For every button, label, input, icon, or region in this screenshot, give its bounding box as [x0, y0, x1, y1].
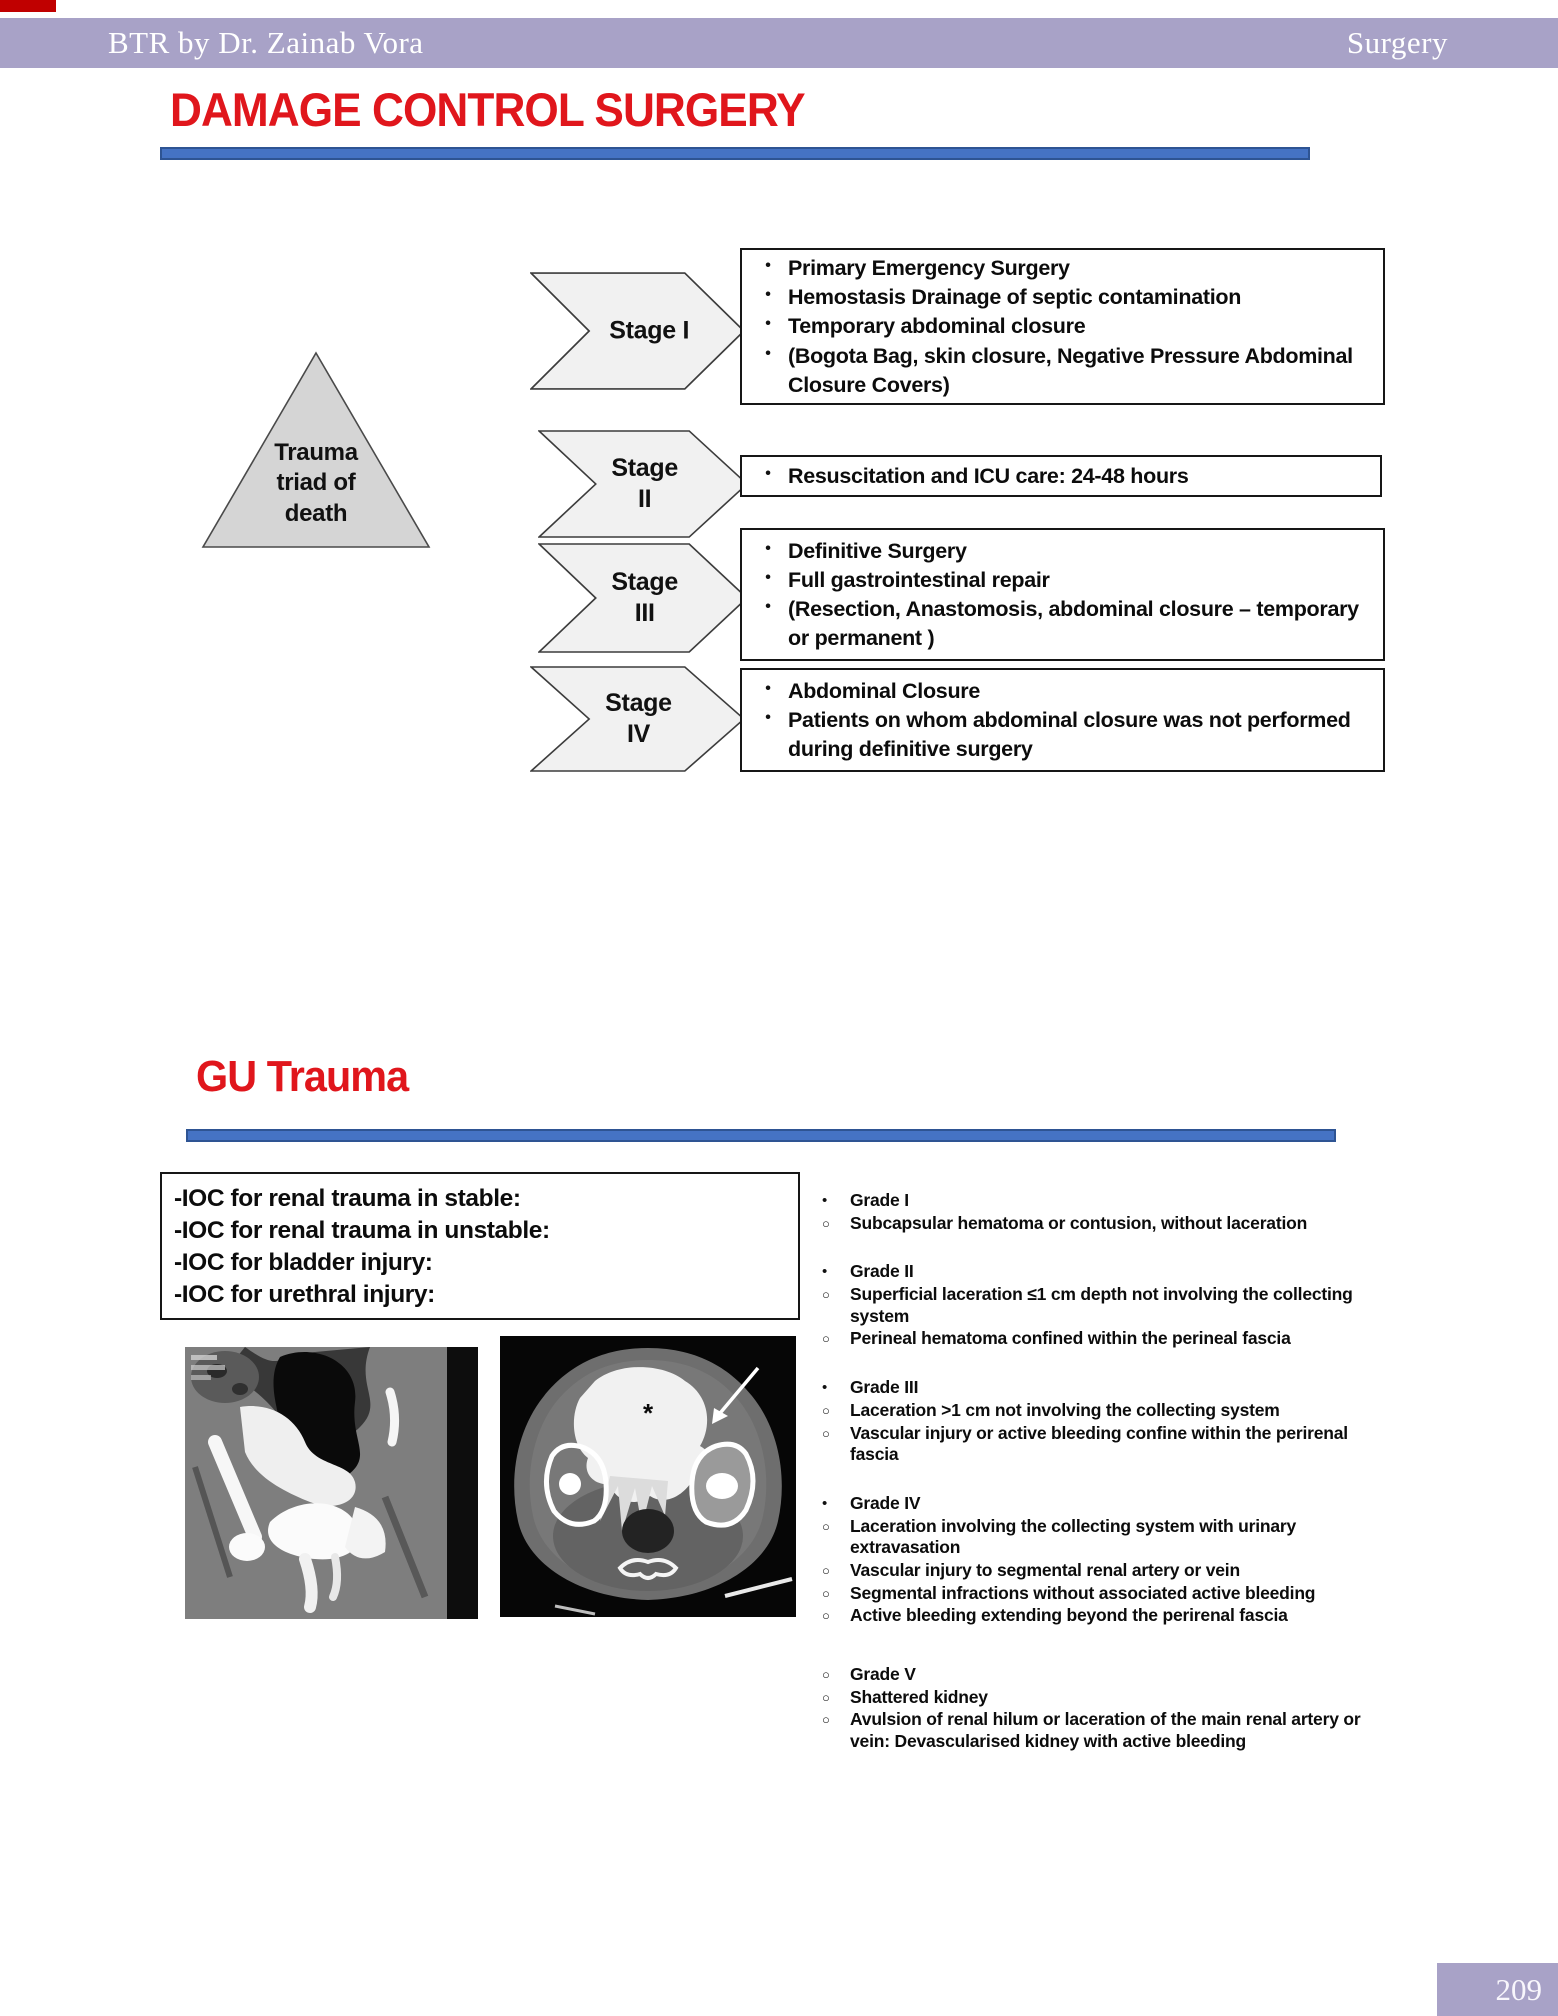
bullet-text: Hemostasis Drainage of septic contamination — [788, 285, 1242, 310]
stage-3-label: Stage III — [611, 567, 678, 627]
stage-1-bullet — [748, 254, 1373, 283]
grade-item-row — [820, 1516, 1365, 1559]
stage-1-bullet — [748, 312, 1373, 341]
grade-header: Grade I — [850, 1190, 909, 1210]
grade-header-row — [820, 1377, 1365, 1399]
hollow-bullet-icon: ○ — [822, 1608, 830, 1624]
stage-4-label: Stage IV — [605, 688, 672, 748]
ioc-questions-box — [160, 1172, 800, 1320]
header-banner — [0, 18, 1558, 68]
stage-1-label: Stage I — [609, 316, 690, 345]
grade-item-row — [820, 1605, 1365, 1627]
grade-item-row — [820, 1213, 1365, 1235]
bullet-text: Temporary abdominal closure — [788, 314, 1086, 339]
bullet-icon: • — [822, 1379, 828, 1397]
bullet-icon: • — [765, 256, 771, 274]
grade-item-text: Vascular injury to segmental renal artery or vein — [850, 1559, 1240, 1580]
grade-item-row — [820, 1328, 1365, 1350]
coronal-ct-image — [185, 1347, 478, 1619]
trauma-triad-triangle — [200, 350, 432, 550]
bullet-icon: • — [765, 598, 771, 615]
stage-3-bullet — [748, 566, 1373, 595]
bullet-icon: • — [765, 539, 771, 557]
grade-item-text: Laceration involving the collecting system with urinary extravasation — [850, 1515, 1297, 1558]
grade-header-row — [820, 1261, 1365, 1283]
hollow-bullet-icon: ○ — [822, 1585, 830, 1601]
hollow-bullet-icon: ○ — [822, 1562, 830, 1578]
header-subject-text: Surgery — [1346, 25, 1448, 60]
stage-3-box — [740, 528, 1385, 661]
bullet-icon: • — [765, 708, 771, 726]
grade-item-row — [820, 1687, 1365, 1709]
bullet-text: Full gastrointestinal repair — [788, 567, 1050, 592]
hollow-bullet-icon: ○ — [822, 1402, 830, 1418]
ioc-line: -IOC for urethral injury: — [174, 1280, 435, 1308]
renal-trauma-grades-list — [820, 1190, 1365, 1780]
grade-header: Grade V — [850, 1664, 916, 1684]
gu-trauma-title: GU Trauma — [196, 1052, 409, 1101]
bullet-icon: • — [822, 1494, 828, 1512]
bullet-icon: • — [765, 344, 771, 362]
hollow-bullet-icon: ○ — [822, 1712, 830, 1728]
page-number-badge — [1437, 1963, 1558, 2016]
bullet-icon: • — [822, 1192, 828, 1209]
grade-item-row — [820, 1560, 1365, 1582]
stage-2-box — [740, 455, 1382, 497]
hollow-bullet-icon: ○ — [822, 1689, 830, 1705]
stage-1-chevron — [530, 272, 745, 390]
hollow-bullet-icon: ○ — [822, 1287, 830, 1303]
stage-4-chevron — [530, 666, 745, 772]
grade-header-row — [820, 1664, 1365, 1686]
grade-item-text: Active bleeding extending beyond the perirenal fascia — [850, 1605, 1288, 1626]
bullet-text: Definitive Surgery — [788, 538, 967, 563]
bullet-icon: • — [765, 315, 771, 333]
grade-item-text: Subcapsular hematoma or contusion, without laceration — [850, 1212, 1308, 1233]
grade-item-row — [820, 1709, 1365, 1752]
grade-5-group — [820, 1664, 1365, 1753]
red-corner-mark — [0, 0, 56, 12]
stage-2-chevron — [538, 430, 748, 538]
ioc-line: -IOC for bladder injury: — [174, 1248, 433, 1276]
stage-3-chevron — [538, 543, 748, 653]
stage-1-box — [740, 248, 1385, 405]
bullet-text: (Resection, Anastomosis, abdominal closure – temporary or permanent ) — [788, 597, 1359, 651]
grade-header: Grade II — [850, 1261, 914, 1282]
grade-3-group — [820, 1377, 1365, 1466]
grade-header: Grade IV — [850, 1492, 921, 1513]
triangle-label: Trauma triad of death — [274, 439, 358, 527]
bullet-text: (Bogota Bag, skin closure, Negative Pressure Abdominal Closure Covers) — [788, 343, 1353, 397]
bullet-text: Primary Emergency Surgery — [788, 255, 1070, 280]
grade-header: Grade III — [850, 1377, 919, 1398]
hollow-bullet-icon: ○ — [822, 1667, 830, 1682]
grade-item-row — [820, 1423, 1365, 1466]
stage-3-bullet — [748, 595, 1373, 653]
title-divider-bar — [160, 147, 1310, 160]
stage-1-bullet — [748, 283, 1373, 312]
grade-item-text: Laceration >1 cm not involving the collecting system — [850, 1399, 1280, 1420]
grade-item-text: Shattered kidney — [850, 1686, 988, 1707]
grade-item-row — [820, 1400, 1365, 1422]
bullet-icon: • — [765, 286, 771, 304]
grade-2-group — [820, 1261, 1365, 1350]
grade-item-row — [820, 1583, 1365, 1605]
grade-header-row — [820, 1493, 1365, 1515]
grade-4-group — [820, 1493, 1365, 1627]
stage-1-bullet — [748, 342, 1373, 400]
bullet-text: Abdominal Closure — [788, 678, 981, 703]
stage-2-bullet — [748, 462, 1370, 491]
page-title: DAMAGE CONTROL SURGERY — [170, 83, 805, 136]
grade-item-text: Perineal hematoma confined within the perineal fascia — [850, 1328, 1291, 1349]
stage-3-bullet — [748, 537, 1373, 566]
stage-2-label: Stage II — [611, 453, 678, 513]
grade-item-text: Vascular injury or active bleeding confine within the perirenal fascia — [850, 1422, 1348, 1465]
grade-item-text: Avulsion of renal hilum or laceration of the main renal artery or vein: Devascularised kidney with active bleeding — [850, 1709, 1361, 1752]
hollow-bullet-icon: ○ — [822, 1331, 830, 1347]
grade-item-text: Segmental infractions without associated active bleeding — [850, 1582, 1316, 1603]
bullet-text: Resuscitation and ICU care: 24-48 hours — [788, 463, 1189, 488]
grade-header-row — [820, 1190, 1365, 1212]
header-brand-text: BTR by Dr. Zainab Vora — [108, 25, 424, 60]
gu-title-divider-bar — [186, 1129, 1336, 1142]
page-number: 209 — [1495, 1971, 1542, 2007]
hollow-bullet-icon: ○ — [822, 1518, 830, 1534]
bullet-icon: • — [765, 464, 771, 482]
stage-4-bullet — [748, 706, 1373, 764]
grade-1-group — [820, 1190, 1365, 1234]
grade-item-row — [820, 1284, 1365, 1327]
asterisk-annotation: * — [643, 1398, 654, 1428]
bullet-icon: • — [822, 1263, 828, 1281]
hollow-bullet-icon: ○ — [822, 1425, 830, 1441]
stage-4-bullet — [748, 677, 1373, 706]
bullet-icon: • — [765, 679, 771, 697]
bullet-icon: • — [765, 568, 771, 586]
axial-ct-graphic — [500, 1336, 796, 1617]
coronal-ct-graphic — [185, 1347, 478, 1619]
stage-4-box — [740, 668, 1385, 772]
grade-item-text: Superficial laceration ≤1 cm depth not involving the collecting system — [850, 1284, 1353, 1326]
ioc-line: -IOC for renal trauma in stable: — [174, 1185, 521, 1212]
hollow-bullet-icon: ○ — [822, 1215, 830, 1231]
bullet-text: Patients on whom abdominal closure was not performed during definitive surgery — [788, 707, 1351, 762]
axial-ct-image — [500, 1336, 796, 1617]
ioc-line: -IOC for renal trauma in unstable: — [174, 1216, 550, 1244]
